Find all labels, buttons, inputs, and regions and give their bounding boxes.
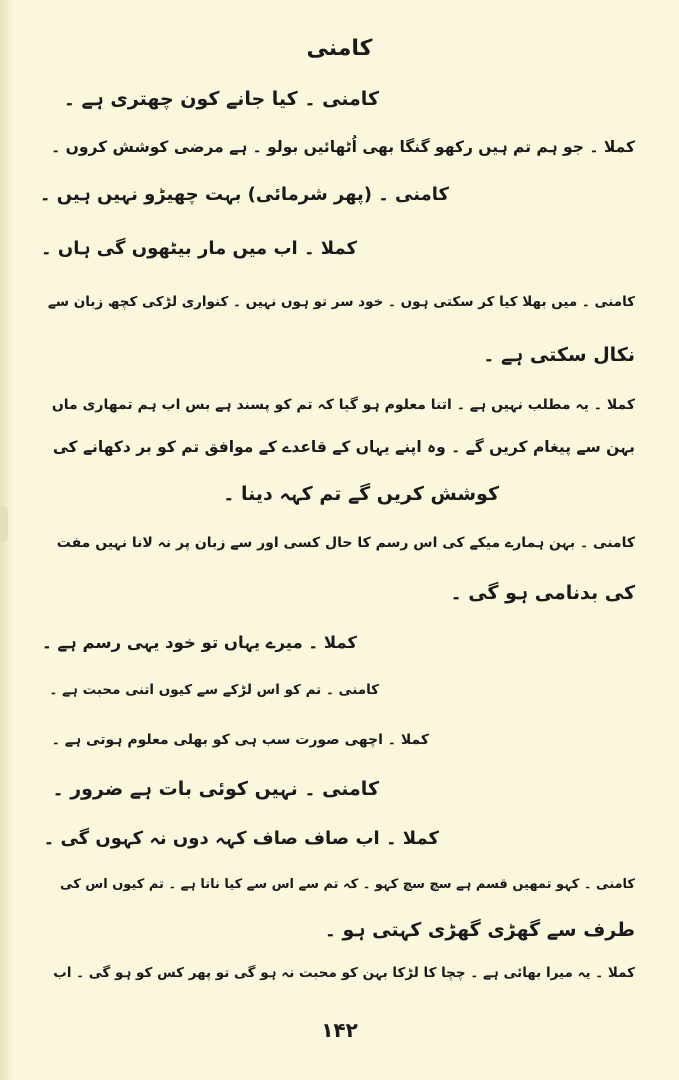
- text-line: کامنی ۔ بہن ہمارے میکے کی اس رسم کا حال کسی اور سے زبان پر نہ لانا نہیں مفت: [56, 535, 635, 551]
- page-number: ۱۴۲: [321, 1018, 358, 1042]
- text-line: کامنی ۔ میں بھلا کیا کر سکتی ہوں ۔ خود سر تو ہوں نہیں ۔ کنواری لڑکی کچھ زبان سے: [47, 294, 635, 310]
- text-line: کملا ۔ جو ہم تم ہیں رکھو گنگا بھی اُٹھائیں بولو ۔ ہے مرضی کوشش کروں ۔: [51, 138, 635, 156]
- text-line: کامنی ۔ تم کو اس لڑکے سے کیوں اتنی محبت ہے ۔: [49, 682, 379, 698]
- text-line: کامنی ۔ کیا جانے کون چھتری ہے ۔: [63, 88, 379, 110]
- text-line: کملا ۔ اب صاف صاف کہہ دوں نہ کہوں گی ۔: [43, 828, 439, 849]
- text-line: کملا ۔ میرے یہاں تو خود یہی رسم ہے ۔: [41, 633, 357, 652]
- text-line: کملا ۔ یہ میرا بھائی ہے ۔ چچا کا لڑکا بہن کو محبت نہ ہو گی تو پھر کس کو ہو گی ۔ اب: [53, 965, 635, 981]
- text-line: بہن سے پیغام کریں گے ۔ وہ اپنے یہاں کے قاعدے کے موافق تم کو بر دکھانے کی: [52, 438, 635, 456]
- running-header: کامنی: [306, 36, 373, 61]
- text-line: کی بدنامی ہو گی ۔: [450, 582, 635, 604]
- text-line: کملا ۔ یہ مطلب نہیں ہے ۔ اتنا معلوم ہو گیا کہ تم کو پسند ہے بس اب ہم تمھاری ماں: [51, 397, 635, 413]
- text-line: نکال سکتی ہے ۔: [483, 344, 635, 366]
- text-line: کامنی ۔ نہیں کوئی بات ہے ضرور ۔: [52, 778, 379, 800]
- text-line: کامنی ۔ (پھر شرمائی) بہت چھیڑو نہیں ہیں ۔: [39, 184, 449, 205]
- text-line: طرف سے گھڑی گھڑی کہتی ہو ۔: [324, 919, 635, 941]
- page-tear: [0, 505, 8, 543]
- text-line: کملا ۔ اب میں مار بیٹھوں گی ہاں ۔: [41, 238, 357, 259]
- text-line: کوشش کریں گے تم کہہ دینا ۔: [223, 483, 499, 505]
- text-line: کملا ۔ اچھی صورت سب ہی کو بھلی معلوم ہوتی ہے ۔: [51, 732, 429, 748]
- text-line: کامنی ۔ کہو تمھیں قسم ہے سچ سچ کہو ۔ کہ تم سے اس سے کیا ناتا ہے ۔ تم کیوں اس کی: [60, 877, 635, 892]
